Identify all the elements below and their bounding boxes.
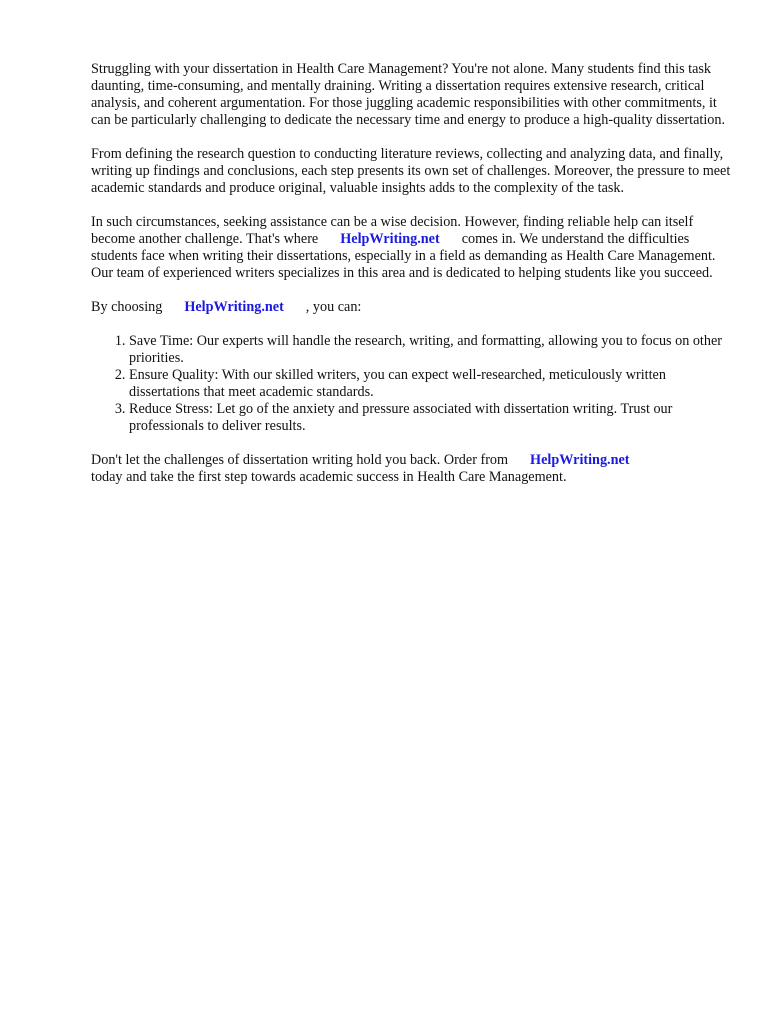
paragraph-by-choosing-text-after: , you can: [305,299,362,315]
paragraph-by-choosing-text-before: By choosing [91,299,163,315]
paragraph-by-choosing [91,299,731,316]
paragraph-assistance-text-after: comes in. We understand the difficulties students face when writing their dissertations, especially in a field as demanding as Health Care Management. Our team of experienced writers specializes in this area and is dedicated to helping students like you succeed. [91,231,716,281]
helpwriting-link-1[interactable]: HelpWriting.net [340,231,440,247]
paragraph-assistance-text-before: In such circumstances, seeking assistance can be a wise decision. However, finding reliable help can itself become another challenge. That's where [91,214,694,247]
list-item: 2. Ensure Quality: With our skilled writers, you can expect well-researched, meticulously written dissertations that meet academic standards. [129,367,731,401]
paragraph-closing [91,452,731,486]
list-item: 3. Reduce Stress: Let go of the anxiety and pressure associated with dissertation writing. Trust our professionals to deliver results. [129,401,731,435]
paragraph-closing-text-before: Don't let the challenges of dissertation writing hold you back. Order from [91,452,509,468]
helpwriting-link-2[interactable]: HelpWriting.net [184,299,284,315]
benefits-list [91,333,731,435]
paragraph-assistance [91,214,731,282]
paragraph-challenges: From defining the research question to conducting literature reviews, collecting and analyzing data, and finally, writing up findings and conclusions, each step presents its own set of challenges. Moreover, the pressure to meet academic standards and produce original, valuable insights adds to the complexity of the task. [91,146,731,196]
helpwriting-link-3[interactable]: HelpWriting.net [530,452,630,468]
paragraph-closing-text-after: today and take the first step towards academic success in Health Care Management. [91,469,567,485]
paragraph-intro: Struggling with your dissertation in Health Care Management? You're not alone. Many students find this task daunting, time-consuming, and mentally draining. Writing a dissertation requires extensive research, critical analysis, and coherent argumentation. For those juggling academic responsibilities with other commitments, it can be particularly challenging to dedicate the necessary time and energy to produce a high-quality dissertation. [91,61,726,128]
document-page [91,61,731,503]
list-item: 1. Save Time: Our experts will handle the research, writing, and formatting, allowing you to focus on other priorities. [129,333,731,367]
